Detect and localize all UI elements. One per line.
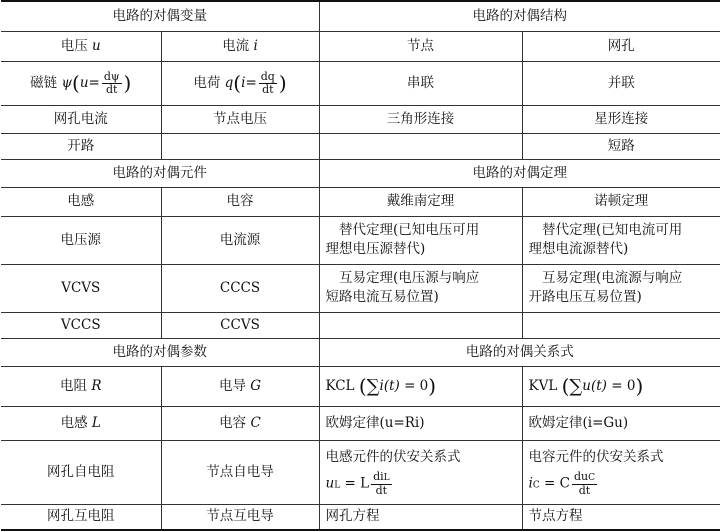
table-row bbox=[1, 312, 720, 338]
cell-voltage-source: 电压源 bbox=[1, 216, 161, 264]
fraction: $\frac{d\psi}{dt}$ bbox=[103, 69, 120, 96]
cell-delta-connection: 三角形连接 bbox=[319, 105, 522, 133]
cell-empty bbox=[319, 133, 522, 159]
table-row bbox=[1, 406, 720, 440]
cell-mesh-equation: 网孔方程 bbox=[319, 504, 522, 530]
duality-table bbox=[1, 0, 720, 531]
cell-mesh: 网孔 bbox=[522, 31, 720, 61]
cell-flux-linkage: 磁链 ψ(u= $\frac{d\psi}{dt}$ ) bbox=[1, 61, 161, 105]
cell-reciprocity-voltage: 互易定理(电压源与响应 短路电流互易位置) bbox=[319, 264, 522, 312]
cell-node-self-conductance: 节点自电导 bbox=[161, 440, 319, 504]
table-row bbox=[1, 61, 720, 105]
table-row bbox=[1, 264, 720, 312]
header-dual-parameters: 电路的对偶参数 bbox=[1, 338, 319, 366]
fraction: $\frac{dq}{dt}$ bbox=[260, 69, 275, 96]
header-dual-elements: 电路的对偶元件 bbox=[1, 159, 319, 187]
fraction: $\frac{\text{duC}}{dt}$ bbox=[573, 469, 595, 497]
fraction: $\frac{\text{diL}}{dt}$ bbox=[373, 469, 390, 497]
table-row bbox=[1, 187, 720, 216]
table-row bbox=[1, 105, 720, 133]
cell-node-mutual-conductance: 节点互电导 bbox=[161, 504, 319, 530]
table-row bbox=[1, 338, 720, 366]
cell-capacitor-vi-relation: 电容元件的伏安关系式 iC = C $\frac{\text{duC}}{dt}$ bbox=[522, 440, 720, 504]
cell-empty bbox=[522, 312, 720, 338]
cell-mesh-self-resistance: 网孔自电阻 bbox=[1, 440, 161, 504]
cell-cccs: CCCS bbox=[161, 264, 319, 312]
cell-ohm-law-r: 欧姆定律(u=Ri) bbox=[319, 406, 522, 440]
cell-thevenin: 戴维南定理 bbox=[319, 187, 522, 216]
cell-node: 节点 bbox=[319, 31, 522, 61]
header-dual-structure: 电路的对偶结构 bbox=[319, 1, 720, 31]
cell-current-source: 电流源 bbox=[161, 216, 319, 264]
table-row bbox=[1, 133, 720, 159]
table-row bbox=[1, 159, 720, 187]
cell-mesh-mutual-resistance: 网孔互电阻 bbox=[1, 504, 161, 530]
cell-inductance: 电感 L bbox=[1, 406, 161, 440]
table-row bbox=[1, 440, 720, 504]
cell-open-circuit: 开路 bbox=[1, 133, 161, 159]
table-row bbox=[1, 216, 720, 264]
cell-vcvs: VCVS bbox=[1, 264, 161, 312]
cell-ohm-law-g: 欧姆定律(i=Gu) bbox=[522, 406, 720, 440]
header-dual-theorems: 电路的对偶定理 bbox=[319, 159, 720, 187]
cell-parallel: 并联 bbox=[522, 61, 720, 105]
cell-mesh-current: 网孔电流 bbox=[1, 105, 161, 133]
cell-node-equation: 节点方程 bbox=[522, 504, 720, 530]
cell-ccvs: CCVS bbox=[161, 312, 319, 338]
cell-kvl: KVL (∑u(t) = 0) bbox=[522, 366, 720, 406]
cell-inductor-vi-relation: 电感元件的伏安关系式 uL = L $\frac{\text{diL}}{dt}$ bbox=[319, 440, 522, 504]
cell-current: 电流 i bbox=[161, 31, 319, 61]
table-row bbox=[1, 1, 720, 31]
cell-short-circuit: 短路 bbox=[522, 133, 720, 159]
cell-series: 串联 bbox=[319, 61, 522, 105]
cell-reciprocity-current: 互易定理(电流源与响应 开路电压互易位置) bbox=[522, 264, 720, 312]
cell-node-voltage: 节点电压 bbox=[161, 105, 319, 133]
cell-conductance: 电导 G bbox=[161, 366, 319, 406]
cell-vccs: VCCS bbox=[1, 312, 161, 338]
cell-empty bbox=[161, 133, 319, 159]
cell-norton: 诺顿定理 bbox=[522, 187, 720, 216]
cell-capacitor: 电容 bbox=[161, 187, 319, 216]
cell-substitution-voltage: 替代定理(已知电压可用 理想电压源替代) bbox=[319, 216, 522, 264]
cell-voltage: 电压 u bbox=[1, 31, 161, 61]
header-dual-variables: 电路的对偶变量 bbox=[1, 1, 319, 31]
cell-inductor: 电感 bbox=[1, 187, 161, 216]
header-dual-relations: 电路的对偶关系式 bbox=[319, 338, 720, 366]
table-row bbox=[1, 31, 720, 61]
cell-charge: 电荷 q(i= $\frac{dq}{dt}$ ) bbox=[161, 61, 319, 105]
table-row bbox=[1, 504, 720, 530]
cell-capacitance: 电容 C bbox=[161, 406, 319, 440]
cell-empty bbox=[319, 312, 522, 338]
cell-star-connection: 星形连接 bbox=[522, 105, 720, 133]
cell-resistance: 电阻 R bbox=[1, 366, 161, 406]
cell-substitution-current: 替代定理(已知电流可用 理想电流源替代) bbox=[522, 216, 720, 264]
cell-kcl: KCL (∑i(t) = 0) bbox=[319, 366, 522, 406]
table-row bbox=[1, 366, 720, 406]
